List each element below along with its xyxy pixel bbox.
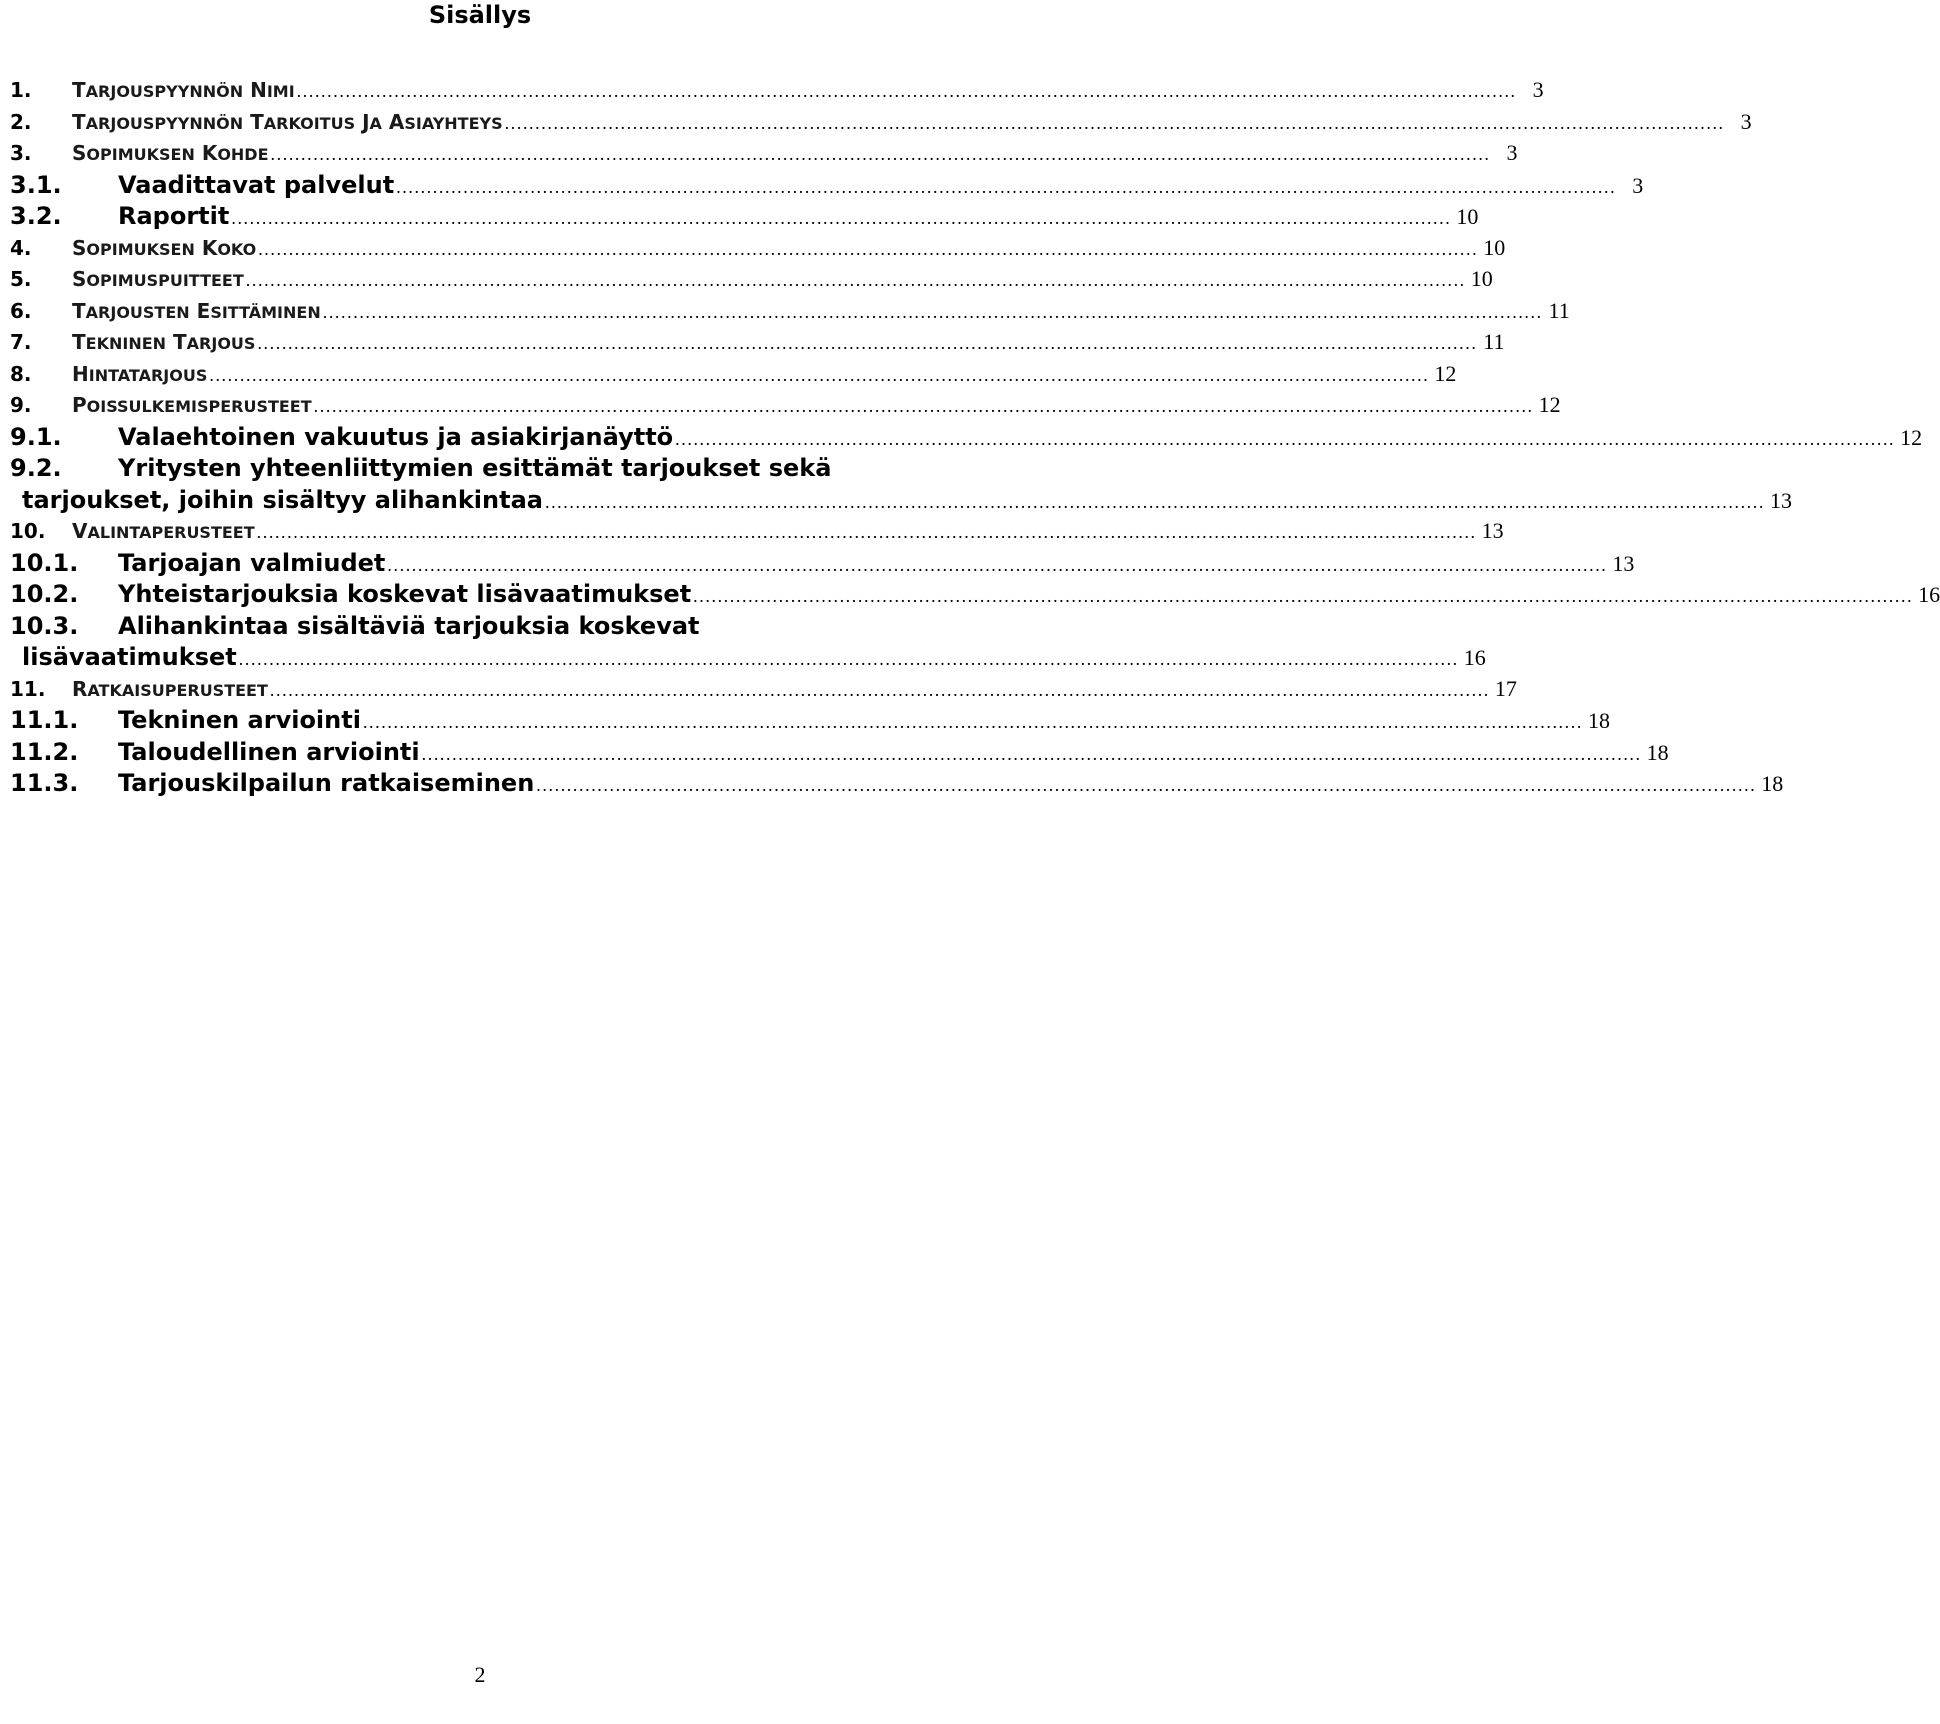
toc-entry[interactable] bbox=[10, 326, 1505, 358]
toc-entry-number: 11.1. bbox=[10, 706, 79, 734]
dot-leader: ........................................................................................................................................................................................................ bbox=[238, 649, 1459, 669]
toc-entry[interactable] bbox=[10, 610, 956, 642]
dot-leader: ........................................................................................................................................................................................................ bbox=[322, 301, 1543, 322]
dot-leader: ........................................................................................................................................................................................................ bbox=[536, 775, 1757, 795]
toc-entry[interactable] bbox=[10, 484, 1792, 516]
toc-entry[interactable] bbox=[10, 641, 1486, 673]
toc-entry-page: 3 bbox=[1632, 172, 1644, 198]
dot-leader: ........................................................................................................................................................................................................ bbox=[396, 176, 1617, 197]
toc-entry-label: Vaadittavat palvelut bbox=[118, 170, 395, 199]
toc-entry-label: RATKAISUPERUSTEET bbox=[72, 676, 268, 701]
toc-entry[interactable] bbox=[10, 263, 1493, 295]
dot-leader: ........................................................................................................................................................................................................ bbox=[296, 81, 1517, 101]
toc-entry-label: TEKNINEN TARJOUS bbox=[72, 330, 256, 354]
toc-entry-label: Tarjoajan valmiudet bbox=[118, 548, 386, 577]
toc-entry-page: 11 bbox=[1548, 297, 1570, 323]
dot-leader: ........................................................................................................................................................................................................ bbox=[504, 112, 1725, 133]
toc-entry-label: SOPIMUKSEN KOHDE bbox=[72, 141, 269, 165]
toc-entry[interactable] bbox=[10, 106, 1752, 138]
toc-entry[interactable] bbox=[10, 704, 1610, 736]
dot-leader: ........................................................................................................................................................................................................ bbox=[270, 144, 1491, 164]
dot-leader: ........................................................................................................................................................................................................ bbox=[693, 586, 1914, 606]
toc-entry-number: 9. bbox=[10, 393, 32, 417]
toc-entry-label: TARJOUSTEN ESITTÄMINEN bbox=[72, 298, 321, 323]
toc-entry-label: SOPIMUKSEN KOKO bbox=[72, 235, 257, 260]
toc-entry-page: 13 bbox=[1481, 518, 1504, 543]
dot-leader: ........................................................................................................................................................................................................ bbox=[257, 333, 1478, 353]
toc-entry[interactable] bbox=[10, 358, 1457, 390]
toc-entry-number: 10.2. bbox=[10, 580, 79, 608]
toc-entry-number: 11. bbox=[10, 676, 46, 701]
toc-entry-number: 10.3. bbox=[10, 611, 79, 640]
toc-entry-label: Alihankintaa sisältäviä tarjouksia koskevat bbox=[118, 611, 700, 640]
toc-entry-number: 10.1. bbox=[10, 548, 79, 577]
toc-entry[interactable] bbox=[10, 137, 1518, 169]
toc-entry-page: 13 bbox=[1769, 487, 1792, 513]
dot-leader: ........................................................................................................................................................................................................ bbox=[245, 270, 1466, 290]
toc-entry-page: 10 bbox=[1483, 234, 1506, 260]
toc-entry[interactable] bbox=[10, 578, 1940, 610]
toc-entry-label: lisävaatimukset bbox=[22, 643, 237, 671]
dot-leader: ........................................................................................................................................................................................................ bbox=[675, 428, 1896, 449]
toc-entry-number: 5. bbox=[10, 267, 32, 291]
toc-entry-number: 3.2. bbox=[10, 202, 62, 230]
toc-entry[interactable] bbox=[10, 200, 1479, 232]
toc-entry[interactable] bbox=[10, 547, 1635, 579]
toc-entry-label: SOPIMUSPUITTEET bbox=[72, 267, 244, 291]
toc-entry-label: Yritysten yhteenliittymien esittämät tarjoukset sekä bbox=[118, 454, 832, 482]
toc-entry-page: 10 bbox=[1470, 266, 1493, 291]
toc-entry-number: 11.3. bbox=[10, 769, 79, 797]
dot-leader: ........................................................................................................................................................................................................ bbox=[544, 491, 1765, 512]
toc-entry-number: 7. bbox=[10, 330, 32, 354]
toc-entry-page: 13 bbox=[1612, 550, 1635, 576]
toc-entry[interactable] bbox=[10, 673, 1517, 705]
dot-leader: ........................................................................................................................................................................................................ bbox=[258, 238, 1479, 259]
toc-entry-label: Tekninen arviointi bbox=[118, 706, 361, 734]
dot-leader: ........................................................................................................................................................................................................ bbox=[421, 743, 1642, 764]
toc-entry-page: 18 bbox=[1646, 739, 1669, 765]
toc-entry-page: 18 bbox=[1761, 771, 1784, 796]
dot-leader: ........................................................................................................................................................................................................ bbox=[269, 679, 1490, 700]
dot-leader: ........................................................................................................................................................................................................ bbox=[313, 396, 1534, 416]
toc-entry[interactable] bbox=[10, 295, 1570, 327]
toc-entry-label: Valaehtoinen vakuutus ja asiakirjanäyttö bbox=[118, 422, 674, 451]
toc-entry-number: 8. bbox=[10, 361, 32, 386]
dot-leader: ........................................................................................................................................................................................................ bbox=[256, 522, 1477, 542]
dot-leader: ........................................................................................................................................................................................................ bbox=[209, 364, 1430, 385]
toc-entry-number: 10. bbox=[10, 519, 46, 543]
page-title: Sisällys bbox=[428, 1, 532, 29]
toc-entry[interactable] bbox=[10, 736, 1669, 768]
dot-leader: ........................................................................................................................................................................................................ bbox=[362, 712, 1583, 732]
toc-entry[interactable] bbox=[10, 515, 1504, 547]
toc-entry-label: HINTATARJOUS bbox=[72, 361, 208, 386]
toc-entry-number: 3.1. bbox=[10, 170, 62, 199]
toc-entry-page: 3 bbox=[1506, 140, 1518, 165]
toc-entry-number: 2. bbox=[10, 109, 32, 134]
page-number: 2 bbox=[474, 1662, 486, 1687]
toc-entry-label: tarjoukset, joihin sisältyy alihankintaa bbox=[22, 485, 543, 514]
toc-entry-page: 12 bbox=[1538, 392, 1561, 417]
toc-entry-number: 9.1. bbox=[10, 422, 62, 451]
toc-entry-number: 3. bbox=[10, 141, 32, 165]
toc-entry-label: Tarjouskilpailun ratkaiseminen bbox=[118, 769, 535, 797]
dot-leader: ........................................................................................................................................................................................................ bbox=[387, 554, 1608, 575]
toc-entry-label: TARJOUSPYYNNÖN TARKOITUS JA ASIAYHTEYS bbox=[72, 109, 503, 134]
toc-entry-number: 9.2. bbox=[10, 454, 62, 482]
toc-entry-page: 18 bbox=[1587, 708, 1610, 733]
toc-entry-page: 10 bbox=[1456, 204, 1479, 229]
toc-entry-number: 6. bbox=[10, 298, 32, 323]
toc-entry[interactable] bbox=[10, 232, 1506, 264]
toc-entry-label: POISSULKEMISPERUSTEET bbox=[72, 393, 312, 417]
toc-entry-label: TARJOUSPYYNNÖN NIMI bbox=[72, 78, 295, 102]
toc-entry-page: 12 bbox=[1434, 360, 1457, 386]
toc-entry[interactable] bbox=[10, 74, 1544, 106]
toc-entry-page: 3 bbox=[1532, 77, 1544, 102]
toc-entry-label: Yhteistarjouksia koskevat lisävaatimukset bbox=[118, 580, 692, 608]
toc-entry-label: Raportit bbox=[118, 202, 230, 230]
toc-entry-page: 17 bbox=[1494, 675, 1517, 701]
toc-entry[interactable] bbox=[10, 452, 956, 484]
toc-entry-page: 3 bbox=[1740, 108, 1752, 134]
toc-entry-number: 11.2. bbox=[10, 737, 79, 766]
toc-entry-page: 16 bbox=[1463, 645, 1486, 670]
toc-entry-page: 11 bbox=[1483, 329, 1505, 354]
toc-entry-label: Taloudellinen arviointi bbox=[118, 737, 420, 766]
toc-entry[interactable] bbox=[10, 169, 1644, 201]
toc-entry-page: 16 bbox=[1918, 582, 1940, 607]
toc-entry-label: VALINTAPERUSTEET bbox=[72, 519, 255, 543]
toc-entry-number: 4. bbox=[10, 235, 32, 260]
toc-entry[interactable] bbox=[10, 389, 1561, 421]
dot-leader: ........................................................................................................................................................................................................ bbox=[231, 208, 1452, 228]
toc-entry-number: 1. bbox=[10, 78, 32, 102]
toc-entry[interactable] bbox=[10, 767, 1784, 799]
toc-entry[interactable] bbox=[10, 421, 1923, 453]
toc-entry-page: 12 bbox=[1900, 424, 1923, 450]
